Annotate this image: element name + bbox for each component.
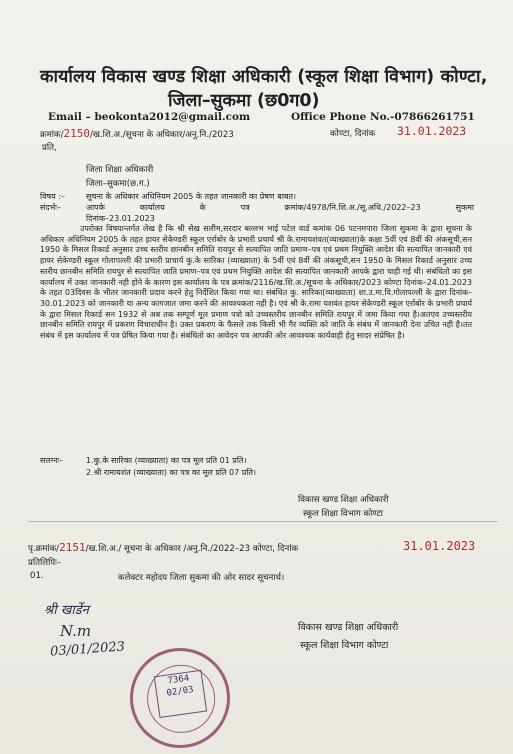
signatory-dept-2: स्कूल शिक्षा विभाग कोण्टा [300,640,389,651]
reference-label: संदर्भः– [40,203,61,212]
office-phone: Office Phone No.-07866261751 [291,111,475,123]
enclosure-item-1: 1.कु.के सारिका (व्याख्याता) का पत्र मूल प्रति 01 प्रति। [86,456,247,465]
handwritten-copy-number: 2151 [59,541,86,554]
handwritten-ref-number: 2150 [63,127,90,140]
enclosure-item-2: 2.श्री रामायशंत (व्याख्याता) का पत्र का मूल प्रति 07 प्रति। [86,468,256,477]
letter-date-label: कोण्टा, दिनांक [330,129,376,139]
copy-reference: पृ.क्रमांक/2151/ख.शि.अ./ सूचना के अधिकार /अनु.नि./2022–23 कोण्टा, दिनांक [28,541,299,554]
handwritten-date: 31.01.2023 [397,124,467,138]
handwritten-note-date: 03/01/2023 [49,639,126,660]
letter-body: उपरोक्त विषयान्तर्गत लेख है कि श्री सेख सलीम,सरदार बल्लभ भाई पटेल वार्ड कमांक 06 पटनमपारा जिला सुकमा के द्वारा सूचना के अधिकार अधिनियम 2005 के तहत हायर सेकेण्डरी स्कूल एर्राबोर के प्रभारी प्रचार्य श्री के.रामायशंवत(व्याख्याता)के कक्षा 5वीं एवं 8वीं की अंकसूची,सन 1950 के मिसल रिकार्ड अनुसार उच्च स्तरीय छानबीन समिति रायपुर से सत्यापित जाति प्रमाण–पत्र एवं प्रथम नियुक्ति आदेश की सत्यापित जानकारी एवं हायर सेकेण्डरी स्कूल गोलापल्ली की प्रभारी प्राचार्य कु.के सारिका (व्याख्याता) के 5वीं एवं 8वीं की अंकसूची,सन 1950 के मिसल रिकार्ड अनुसार उच्च स्तरीय छानबीन समिति रायपुर से सत्यापित जाति प्रमाण–पत्र एवं प्रथम नियुक्ति आदेश की सत्यापित जानकारी आपके द्वारा चाही गई थी। संबंधितो का इस कार्यालय में उक्त जानकारी नही होने के कारण इस कार्यालय के पत्र क्रमांक/2116/ख.शि.अ./सूचना के अधिकार/2023 कोण्टा दिनांक–24.01.2023 के तहत 03दिवस के भीतर जानकारी प्रदाय करने हेतु निर्देशित किया गया था। संबंधित कु. सारिका(व्याख्याता) शा.उ.मा.वि.गोलापल्ली के द्वारा दिनांक–30.01.2023 को जानकारी या अन्य कागजात जमा करने की आवश्यकता नही है। एवं श्री के.रामा यशवंत हायर सेकेण्डरी स्कूल एर्राबोर के प्रभारी प्रचार्य के द्वारा मिसल रिकार्ड सन 1932 से अब तक सम्पूर्ण मूल प्रमाण पत्रो को उच्चस्तरीय छानबीन समिति रायपुर में जमा किया गया है।अतएव उच्चस्तरीय छानबीन समिति रायपुर में प्रकरण विचाराधीन है। उक्त प्रकरण के फैसले तक किसी भी गैर व्यक्ति को जाति के संबंध में जानकारी देना उचित नही है।तत संबंध में इस कार्यालय में पत्र प्रेषित किया गया है। संबंधितो का आवेदन पत्र आपकी ओर आवश्यक कार्यवाही हेतु सादर संप्रेषित है। [40,224,472,341]
enclosure-label: सलग्नः– [40,456,64,465]
handwritten-note-name: श्री खार्डेन [44,603,89,618]
signatory-title-2: विकास खण्ड शिक्षा अधिकारी [298,622,399,633]
reference-date: दिनांक–23.01.2023 [86,214,155,223]
copy-item-number: 01. [30,571,44,581]
letter-reference: क्रमांक/2150/ख.शि.अ./सूचना के अधिकार/अनु.नि./2023 [40,127,234,140]
subject-text: सूचना के अधिकार अधिनियम 2005 के तहत जानकारी का प्रेषण बाबत। [86,192,297,201]
office-district: जिला–सुकमा (छ0ग0) [168,91,320,111]
signatory-dept-1: स्कूल शिक्षा विभाग कोण्टा [303,509,383,519]
office-seal-stamp [124,642,237,754]
office-email: Email – beokonta2012@gmail.com [48,111,251,123]
section-divider [28,521,498,522]
addressee-line-2: जिला–सुकमा(छ.ग.) [86,179,150,189]
addressee-line-1: जिला शिक्षा अधिकारी [86,165,154,175]
prati-label: प्रति, [42,143,57,153]
copy-item-text: कलेक्टर महोदय जिला सुकमा की ओर सादर सूचनार्थ। [118,573,285,583]
handwritten-initials: N.m [60,622,92,640]
copy-label: प्रतिलिपिः– [28,558,62,568]
signatory-title-1: विकास खण्ड शिक्षा अधिकारी [298,495,389,505]
office-title: कार्यालय विकास खण्ड शिक्षा अधिकारी (स्कूल शिक्षा विभाग) कोण्टा, [40,67,488,87]
handwritten-copy-date: 31.01.2023 [403,539,476,553]
seal-inward-box: 7364 02/03 [154,670,207,718]
reference-text: आपके कार्यालय के पत्र क्रमांक/4978/नि.शि.अ./सू.अधि./2022–23 सुकमा [86,203,474,212]
subject-label: विषय :– [40,192,66,201]
